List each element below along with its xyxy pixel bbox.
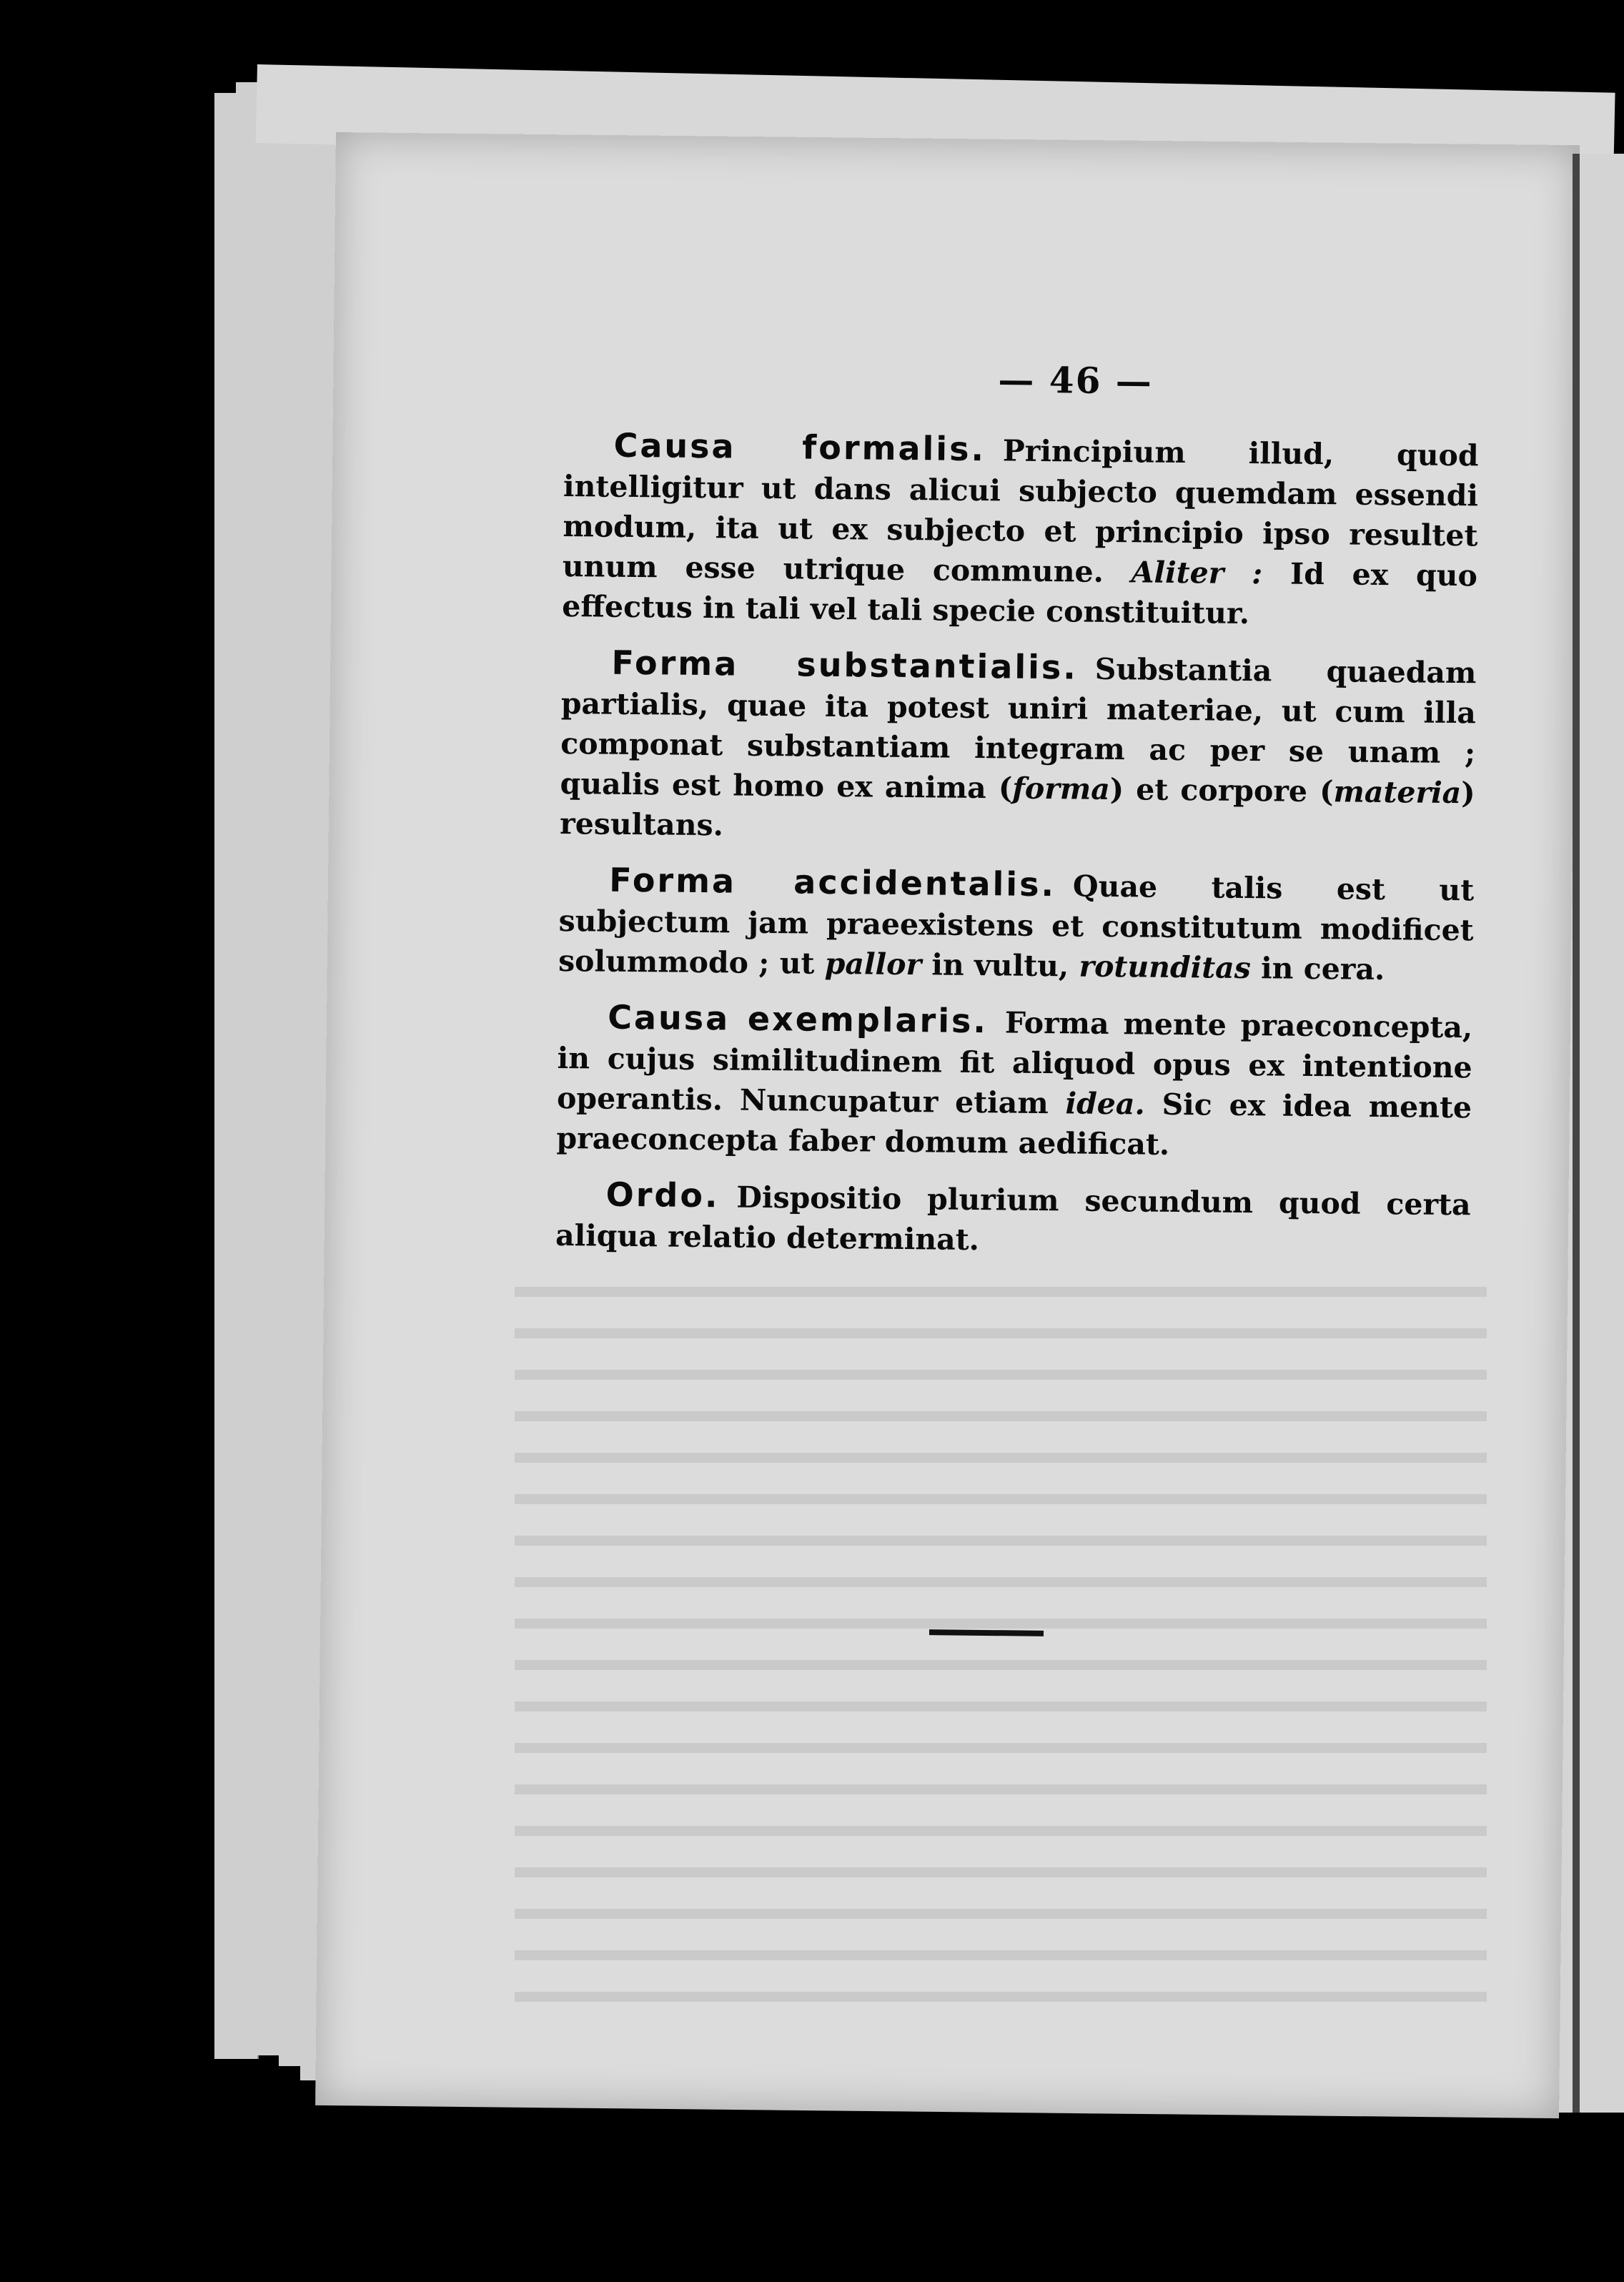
- entry-text: Principium illud, quod intelligitur ut dans alicui subjecto quemdam essendi modum, ita ut ex subjecto et principio ipso resultet unum esse utrique commune.: [562, 433, 1479, 590]
- entry-italic-text: pallor: [824, 946, 922, 982]
- entries: [555, 425, 1479, 1265]
- entry-text: Dispositio plurium secundum quod certa aliqua relatio determinat.: [555, 1180, 1471, 1258]
- entry-italic-text: forma: [1012, 771, 1111, 807]
- entry-paragraph: [558, 859, 1475, 990]
- page-number: — 46 —: [998, 358, 1154, 402]
- entry-text: ) resultans.: [559, 776, 1475, 843]
- bleed-through-text: [515, 1287, 1487, 2002]
- entry-term: Forma substantialis.: [611, 643, 1079, 687]
- entry-italic-text: materia: [1333, 774, 1462, 811]
- entry-paragraph: [560, 642, 1477, 853]
- entry-term: Causa formalis.: [613, 425, 986, 469]
- entry-text: Id ex quo effectus in tali vel tali specie constituitur.: [562, 556, 1478, 631]
- entry-term: Causa exemplaris.: [608, 997, 989, 1041]
- page-content: [555, 354, 1480, 1280]
- entry-italic-text: rotunditas: [1079, 949, 1252, 986]
- entry-paragraph: [562, 425, 1479, 636]
- entry-text: Sic ex idea mente praeconcepta faber domum aedificat.: [556, 1087, 1472, 1162]
- entry-text: in cera.: [1250, 951, 1385, 987]
- entry-text: in vultu,: [921, 947, 1079, 984]
- entry-term: Ordo.: [605, 1175, 720, 1215]
- entry-text: Quae talis est ut subjectum jam praeexistens et constitutum modificet solummodo ; ut: [558, 869, 1475, 981]
- gutter-shadow: [1573, 154, 1580, 2113]
- entry-italic-text: idea.: [1065, 1086, 1145, 1122]
- entry-paragraph: [555, 1174, 1471, 1265]
- entry-text: Forma mente praeconcepta, in cujus similitudinem fit aliquod opus ex intentione operantis. Nuncupatur etiam: [556, 1005, 1473, 1121]
- entry-italic-text: Aliter :: [1131, 555, 1263, 591]
- entry-term: Forma accidentalis.: [609, 860, 1056, 904]
- entry-text: ) et corpore (: [1109, 772, 1334, 809]
- entry-paragraph: [556, 997, 1472, 1167]
- entry-text: Substantia quaedam partialis, quae ita potest uniri materiae, ut cum illa componat substantiam integram ac per se unam ; qualis est homo ex anima (: [560, 651, 1477, 806]
- end-rule: [929, 1629, 1044, 1636]
